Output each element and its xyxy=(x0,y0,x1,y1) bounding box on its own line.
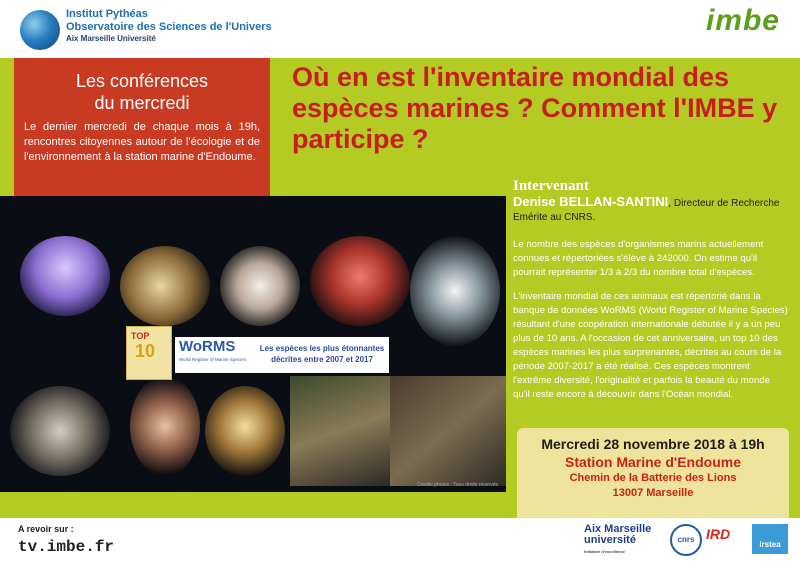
event-address-line1: Chemin de la Batterie des Lions xyxy=(569,472,737,484)
pytheas-logo xyxy=(20,6,300,54)
conference-description: Le dernier mercredi de chaque mois à 19h, rencontres citoyennes autour de l'écologie et de l'environnement à la station marine d'Endoume. xyxy=(24,121,260,163)
ird-logo: IRD xyxy=(706,526,731,542)
imbe-logo xyxy=(660,6,780,54)
crab-image xyxy=(220,246,300,326)
shrimp-image xyxy=(310,236,410,326)
speaker-label: Intervenant xyxy=(513,178,589,194)
photo-credit: Crédits photos : Tous droits réservés xyxy=(416,482,498,488)
speaker-name-line xyxy=(513,195,791,225)
top10-label: TOP xyxy=(131,331,150,341)
amu-logo xyxy=(584,524,651,557)
institute-line3: Aix Marseille Université xyxy=(66,34,156,43)
globe-icon xyxy=(20,10,60,50)
conference-title-line1: Les conférences xyxy=(75,71,209,91)
worms-subtitle: World Register of Marine Species xyxy=(179,357,246,362)
worms-logo xyxy=(175,337,255,373)
irstea-logo: irstea xyxy=(752,524,788,554)
main-title: Où en est l'inventaire mondial des espèces marines ? Comment l'IMBE y participe ? xyxy=(292,62,778,154)
top10-badge xyxy=(126,326,172,380)
conference-box xyxy=(14,58,270,196)
polychaete-image xyxy=(130,376,200,476)
amu-line1: Aix Marseille xyxy=(584,523,652,535)
amu-sub: Initiative d'excellence xyxy=(584,549,625,554)
footer xyxy=(0,518,800,560)
eel-image xyxy=(390,376,506,486)
conference-title xyxy=(14,70,270,114)
conference-title-line2: du mercredi xyxy=(94,93,190,113)
worm-image xyxy=(410,236,500,346)
replay-url[interactable]: tv.imbe.fr xyxy=(18,538,115,556)
institute-line2: Observatoire des Sciences de l'Univers xyxy=(66,21,272,33)
institute-name xyxy=(66,8,272,34)
jellyfish-image xyxy=(20,236,110,316)
header xyxy=(0,0,800,58)
replay-label: A revoir sur : xyxy=(18,524,74,534)
event-address-line2: 13007 Marseille xyxy=(612,487,694,499)
seafloor-image xyxy=(290,376,390,486)
paragraph-species-count: Le nombre des espèces d'organismes marins actuellement connues et répertoriées s'élève à 242000. On estime qu'il pourrait représenter 1/3 à 2/3 du nombre total d'espèces. xyxy=(513,239,764,278)
event-place: Station Marine d'Endoume xyxy=(564,454,741,470)
event-box xyxy=(517,428,789,524)
top10-number: 10 xyxy=(135,341,156,361)
sea-snail-image xyxy=(120,246,210,326)
imbe-wordmark: imbe xyxy=(705,4,780,37)
paragraph-worms: L'inventaire mondial de ces animaux est répertorié dans la banque de données WoRMS (World Register of Marine Species) résultant d'une coopération internationale débutée il y a un peu plus de 10 ans. A l'occasion de cet anniversaire, un top 10 des espèces marines les plus surprenantes, décrites au cours de la période 2007-2017 a été réalisé. Ces espèces montrent l'extrême diversité, l'originalité et parfois la beauté du monde qu'il reste encore à découvrir dans l'Océan mondial. xyxy=(513,291,788,400)
especes-caption: Les espèces les plus étonnantes décrites entre 2007 et 2017 xyxy=(255,337,389,373)
sea-pen-image xyxy=(10,386,110,476)
amu-line2: université xyxy=(584,534,636,546)
squid-image xyxy=(205,386,285,476)
speaker-name: Denise BELLAN-SANTINI xyxy=(513,194,669,209)
worms-wordmark: WoRMS xyxy=(179,338,236,355)
event-date: Mercredi 28 novembre 2018 à 19h xyxy=(541,436,765,452)
cnrs-logo: cnrs xyxy=(670,524,702,556)
speaker-role: , Directeur de Recherche Emérite au CNRS. xyxy=(513,198,780,223)
institute-line1: Institut Pythéas xyxy=(66,8,148,20)
speaker-block xyxy=(513,178,791,225)
